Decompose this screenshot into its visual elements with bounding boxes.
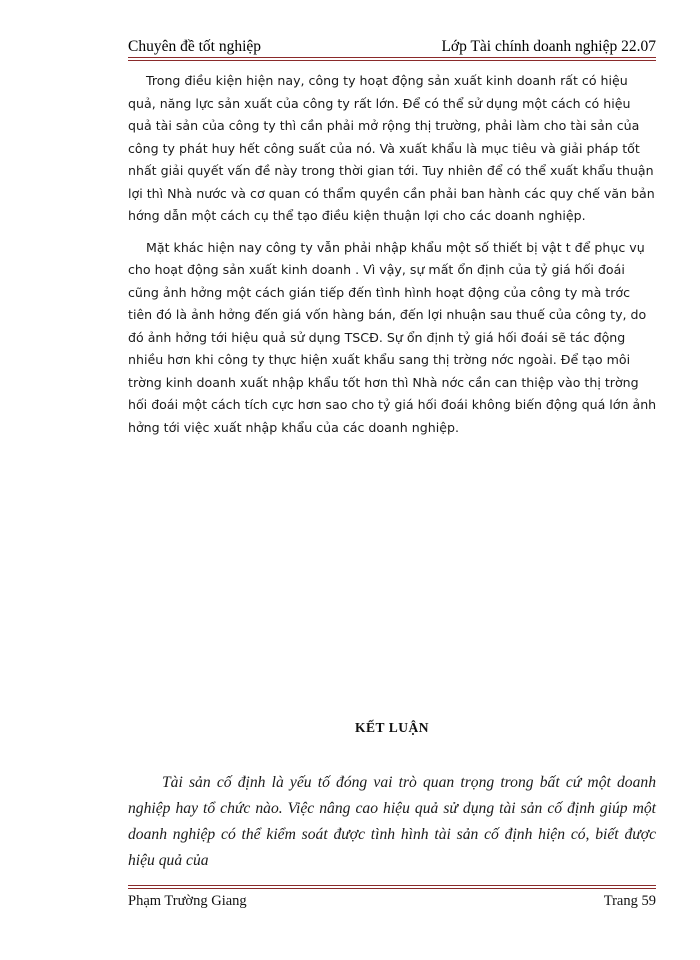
header-class-name: Lớp Tài chính doanh nghiệp 22.07 [441, 38, 656, 55]
page-header [128, 36, 656, 56]
conclusion-heading: KẾT LUẬN [355, 720, 429, 735]
conclusion-section [128, 770, 656, 874]
body-text [128, 70, 658, 448]
conclusion-paragraph: Tài sản cố định là yếu tố đóng vai trò quan trọng trong bất cứ một doanh nghiệp hay tổ chức nào. Việc nâng cao hiệu quả sử dụng tài sản cố định giúp một doanh nghiệp có thể kiểm soát được tình hình tài sản cố định hiện có, biết được hiệu quả của [128, 774, 656, 869]
footer-author: Phạm Trường Giang [128, 893, 247, 909]
body-paragraph-2: Mặt khác hiện nay công ty vẫn phải nhập khẩu một số thiết bị vật t để phục vụ cho hoạt động sản xuất kinh doanh . Vì vậy, sự mất ổn định của tỷ giá hối đoái cũng ảnh hởng một cách gián tiếp đến tình hình hoạt động của công ty mà trớc tiên đó là ảnh hởng đến giá vốn hàng bán, đến lợi nhuận sau thuế của công ty, do đó ảnh hởng tới hiệu quả sử dụng TSCĐ. Sự ổn định tỷ giá hối đoái sẽ tác động nhiều hơn khi công ty thực hiện xuất khẩu sang thị trờng nớc ngoài. Để tạo môi trờng kinh doanh xuất nhập khẩu tốt hơn thì Nhà nớc cần can thiệp vào thị trờng hối đoái một cách tích cực hơn sao cho tỷ giá hối đoái không biến động quá lớn ảnh hởng tới việc xuất nhập khẩu của các doanh nghiệp. [128, 239, 657, 435]
page-footer [128, 893, 656, 910]
body-paragraph-1: Trong điều kiện hiện nay, công ty hoạt động sản xuất kinh doanh rất có hiệu quả, năng lực sản xuất của công ty rất lớn. Để có thể sử dụng một cách có hiệu quả tài sản của công ty thì cần phải mở rộng thị trường, phải làm cho tài sản của công ty phát huy hết công suất của nó. Và xuất khẩu là mục tiêu và giải pháp tốt nhất giải quyết vấn đề này trong thời gian tới. Tuy nhiên để có thể xuất khẩu thuận lợi thì Nhà nước và cơ quan có thẩm quyền cần phải ban hành các quy chế văn bản hớng dẫn một cách cụ thể tạo điều kiện thuận lợi cho các doanh nghiệp. [128, 73, 655, 223]
header-divider [128, 57, 656, 61]
footer-divider [128, 885, 656, 889]
footer-page-number: Trang 59 [603, 893, 656, 909]
header-document-type: Chuyên đề tốt nghiệp [128, 38, 262, 55]
